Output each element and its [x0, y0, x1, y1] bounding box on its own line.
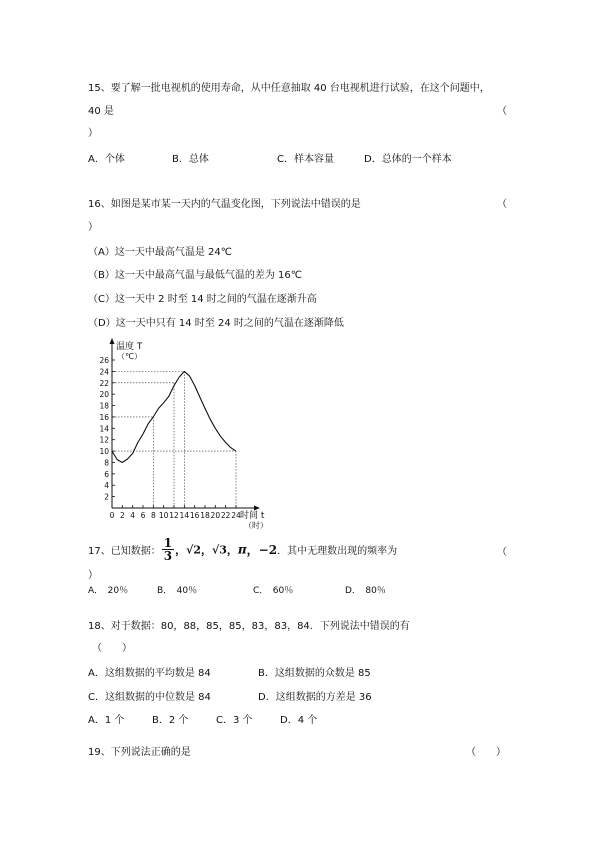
q19-answer-paren: （ ） [466, 747, 506, 758]
x-tick-label-2: 2 [119, 511, 125, 520]
q17-pi: π [237, 542, 247, 557]
x-axis-arrow [254, 506, 260, 511]
y-tick-label-20: 20 [99, 390, 109, 400]
q17-prefix: 17、已知数据： [88, 546, 161, 557]
q15-answer-paren-close: ） [88, 128, 98, 139]
q16-option-a: （A）这一天中最高气温是 24℃ [88, 247, 232, 258]
y-axis-arrow [110, 338, 115, 344]
y-tick-label-6: 6 [104, 469, 109, 479]
y-tick-label-8: 8 [104, 458, 109, 468]
y-tick-label-14: 14 [99, 424, 109, 434]
q18-answer-c: C．3 个 [216, 715, 253, 726]
q17-answer-paren-close: ） [88, 570, 98, 581]
q15-stem-line2: 40 是 [88, 106, 114, 117]
q17-fraction-num: 1 [163, 536, 173, 550]
y-tick-label-22: 22 [99, 378, 109, 388]
q17-roots: ，√2，√3， [175, 543, 238, 557]
q17-suffix: ．其中无理数出现的频率为 [277, 546, 398, 557]
q15-option-c: C．样本容量 [277, 154, 334, 165]
q17-option-c: C． 60％ [253, 586, 294, 596]
q16-option-d: （D）这一天中只有 14 时至 24 时之间的气温在逐渐降低 [88, 318, 344, 329]
q16-stem: 16、如图是某市某一天内的气温变化图，下列说法中错误的是 [88, 199, 361, 210]
x-axis-unit: （时） [244, 521, 268, 530]
x-tick-label-20: 20 [210, 511, 221, 520]
x-axis-title: 时间 t [240, 511, 265, 521]
y-tick-label-12: 12 [99, 435, 109, 445]
q16-answer-paren-close: ） [88, 222, 98, 233]
x-tick-label-14: 14 [179, 511, 190, 520]
q16-answer-paren-open: （ [497, 199, 507, 210]
q15-option-d: D．总体的一个样本 [364, 154, 452, 165]
q18-answer-paren: （ ） [92, 643, 132, 654]
q15-answer-paren-open: （ [497, 106, 507, 117]
x-tick-label-12: 12 [169, 511, 179, 520]
y-tick-label-26: 26 [99, 356, 109, 365]
x-tick-label-6: 6 [140, 511, 146, 520]
x-tick-label-22: 22 [220, 511, 231, 520]
q18-answer-b: B．2 个 [152, 715, 189, 726]
y-tick-label-16: 16 [99, 412, 109, 422]
q17-neg-two: ，−2 [246, 543, 278, 557]
q19-stem: 19、下列说法正确的是 [88, 747, 191, 758]
x-tick-label-10: 10 [158, 511, 169, 520]
q17-option-d: D． 80％ [345, 586, 386, 596]
x-tick-label-24: 24 [231, 511, 241, 520]
x-tick-label-18: 18 [200, 511, 210, 520]
q17-option-b: B． 40％ [157, 586, 198, 596]
q18-answer-d: D．4 个 [280, 715, 318, 726]
x-tick-label-8: 8 [150, 511, 156, 520]
temperature-chart [90, 336, 290, 530]
y-tick-label-2: 2 [104, 492, 109, 502]
y-axis-unit: （℃） [117, 352, 142, 361]
x-tick-label-0: 0 [109, 511, 115, 520]
q18-statement-b: B．这组数据的众数是 85 [258, 668, 371, 679]
x-tick-label-16: 16 [189, 511, 200, 520]
q17-answer-paren-open: （ [497, 547, 507, 558]
y-tick-label-24: 24 [99, 367, 109, 377]
x-tick-label-4: 4 [130, 511, 136, 520]
y-tick-label-18: 18 [99, 401, 109, 411]
q15-option-a: A．个体 [88, 154, 125, 165]
q15-option-b: B．总体 [172, 154, 209, 165]
q17-stem [88, 537, 397, 567]
q17-option-a: A． 20％ [88, 586, 129, 596]
q18-statement-c: C．这组数据的中位数是 84 [88, 692, 211, 703]
q17-fraction [162, 537, 174, 562]
q18-statement-a: A．这组数据的平均数是 84 [88, 668, 211, 679]
q15-stem-line1: 15、要了解一批电视机的使用寿命，从中任意抽取 40 台电视机进行试验，在这个问题中， [88, 83, 490, 94]
q18-stem: 18、对于数据：80，88，85，85，83，83，84．下列说法中错误的有 [88, 621, 410, 632]
y-tick-label-10: 10 [99, 447, 109, 457]
q17-fraction-den: 3 [163, 549, 173, 563]
q18-answer-a: A．1 个 [88, 715, 125, 726]
q18-statement-d: D．这组数据的方差是 36 [258, 692, 372, 703]
q16-option-b: （B）这一天中最高气温与最低气温的差为 16℃ [88, 270, 302, 281]
y-axis-title: 温度 T [116, 342, 143, 352]
y-tick-label-4: 4 [104, 481, 109, 491]
q16-option-c: （C）这一天中 2 时至 14 时之间的气温在逐渐升高 [88, 294, 317, 305]
